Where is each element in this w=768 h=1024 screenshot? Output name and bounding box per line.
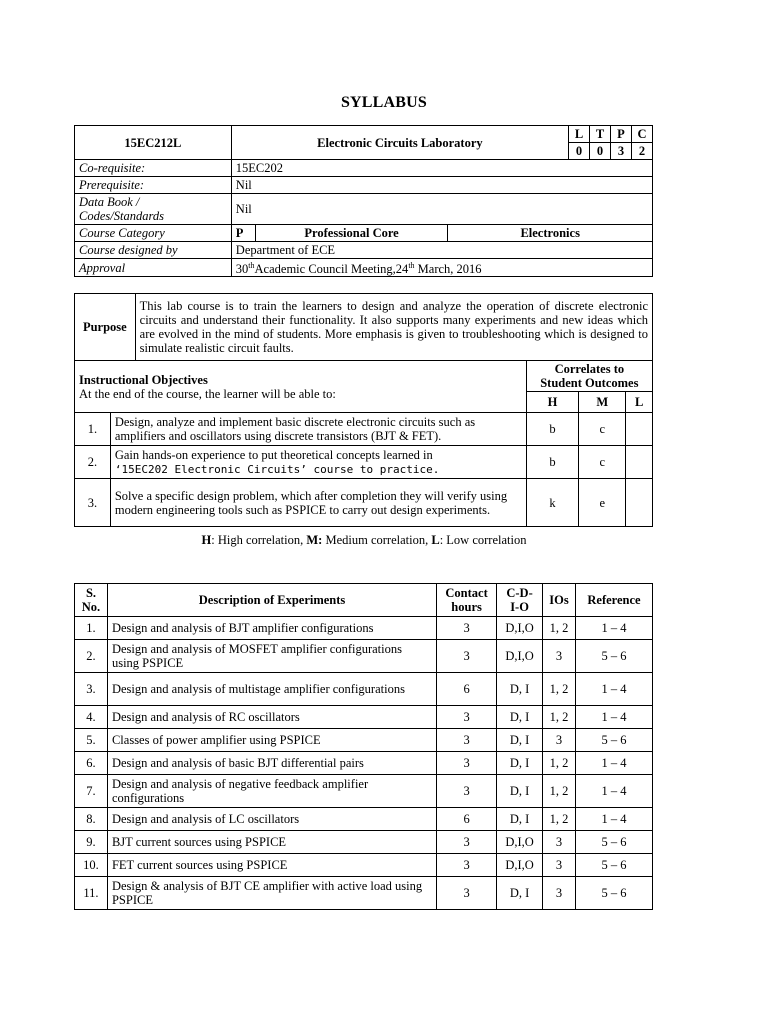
experiment-sno: 8. <box>75 808 108 831</box>
experiment-cdio: D, I <box>497 808 543 831</box>
correlates-heading-line1: Correlates to <box>554 362 625 376</box>
objectives-heading: Instructional Objectives <box>79 372 208 387</box>
databook-label-line1: Data Book / <box>79 195 140 209</box>
experiment-ios: 1, 2 <box>543 752 576 775</box>
experiment-reference: 1 – 4 <box>576 752 653 775</box>
header-sno <box>75 584 108 617</box>
experiment-cdio: D, I <box>497 775 543 808</box>
designed-by-value: Department of ECE <box>231 242 652 259</box>
experiment-hours: 6 <box>437 673 497 706</box>
experiments-header <box>75 584 653 617</box>
experiment-cdio: D, I <box>497 706 543 729</box>
experiments-table <box>74 583 653 910</box>
experiment-description: Classes of power amplifier using PSPICE <box>107 729 436 752</box>
objective-h: b <box>526 446 579 479</box>
ltpc-value-c: 2 <box>631 143 652 160</box>
objective-m: c <box>579 413 626 446</box>
experiment-sno: 6. <box>75 752 108 775</box>
legend-m-key: M: <box>306 533 323 547</box>
experiment-cdio: D,I,O <box>497 640 543 673</box>
experiment-reference: 5 – 6 <box>576 854 653 877</box>
experiment-cdio: D, I <box>497 729 543 752</box>
table-row <box>75 640 653 673</box>
objective-m: c <box>579 446 626 479</box>
prerequisite-label: Prerequisite: <box>75 177 232 194</box>
experiment-sno: 3. <box>75 673 108 706</box>
header-ios: IOs <box>543 584 576 617</box>
experiment-hours: 3 <box>437 729 497 752</box>
experiment-ios: 3 <box>543 831 576 854</box>
corequisite-label: Co-requisite: <box>75 160 232 177</box>
header-hours <box>437 584 497 617</box>
approval-date: March, 2016 <box>414 262 482 277</box>
prerequisite-value: Nil <box>231 177 652 194</box>
experiment-reference: 5 – 6 <box>576 831 653 854</box>
legend-l-text: : Low correlation <box>439 533 527 547</box>
table-row <box>75 808 653 831</box>
experiment-ios: 3 <box>543 729 576 752</box>
experiment-sno: 11. <box>75 877 108 910</box>
table-row <box>75 673 653 706</box>
legend-l-key: L <box>431 533 440 547</box>
approval-value <box>231 259 652 277</box>
approval-suffix-1: th <box>248 261 255 270</box>
ltpc-value-t: 0 <box>590 143 611 160</box>
experiments-body <box>75 617 653 910</box>
experiment-hours: 3 <box>437 877 497 910</box>
header-reference: Reference <box>576 584 653 617</box>
header-sno-line1: S. <box>85 586 97 600</box>
objective-h: k <box>526 479 579 527</box>
experiment-sno: 2. <box>75 640 108 673</box>
experiment-hours: 3 <box>437 706 497 729</box>
databook-value: Nil <box>231 194 652 225</box>
approval-suffix-2: th <box>408 261 415 270</box>
experiment-reference: 5 – 6 <box>576 877 653 910</box>
ltpc-header-c: C <box>631 126 652 143</box>
header-cdio-line1: C-D- <box>506 586 533 600</box>
table-row <box>75 877 653 910</box>
experiment-reference: 1 – 4 <box>576 617 653 640</box>
experiment-hours: 3 <box>437 640 497 673</box>
experiment-sno: 9. <box>75 831 108 854</box>
table-row <box>75 617 653 640</box>
col-h: H <box>526 392 579 413</box>
category-label: Course Category <box>75 225 232 242</box>
experiment-hours: 3 <box>437 854 497 877</box>
category-name: Professional Core <box>255 225 448 242</box>
header-hours-line2: hours <box>451 600 482 614</box>
experiment-sno: 5. <box>75 729 108 752</box>
objective-row <box>75 413 653 446</box>
databook-label-line2: Codes/Standards <box>79 209 164 223</box>
objectives-heading-cell <box>75 361 527 413</box>
experiment-ios: 1, 2 <box>543 617 576 640</box>
table-row <box>75 729 653 752</box>
course-code: 15EC212L <box>75 126 232 160</box>
ltpc-header-p: P <box>610 126 631 143</box>
experiment-reference: 5 – 6 <box>576 640 653 673</box>
course-name: Electronic Circuits Laboratory <box>231 126 568 160</box>
ltpc-header-l: L <box>569 126 590 143</box>
approval-day: 30 <box>235 262 249 277</box>
ltpc-header-t: T <box>590 126 611 143</box>
page-title: SYLLABUS <box>340 94 428 111</box>
header-sno-line2: No. <box>81 600 101 614</box>
legend-h-key: H <box>201 533 212 547</box>
experiment-sno: 7. <box>75 775 108 808</box>
experiment-sno: 1. <box>75 617 108 640</box>
table-row <box>75 775 653 808</box>
experiment-sno: 10. <box>75 854 108 877</box>
correlation-legend <box>0 533 728 548</box>
experiment-sno: 4. <box>75 706 108 729</box>
experiment-hours: 3 <box>437 831 497 854</box>
header-cdio-line2: I-O <box>510 600 529 614</box>
ltpc-value-l: 0 <box>569 143 590 160</box>
category-area: Electronics <box>448 225 653 242</box>
experiment-description: Design and analysis of RC oscillators <box>107 706 436 729</box>
objectives-table <box>74 293 653 527</box>
table-row <box>75 854 653 877</box>
experiment-description: Design and analysis of LC oscillators <box>107 808 436 831</box>
course-info-table <box>74 125 653 277</box>
objective-l <box>626 479 653 527</box>
designed-by-label: Course designed by <box>75 242 232 259</box>
experiment-cdio: D,I,O <box>497 617 543 640</box>
experiment-ios: 1, 2 <box>543 673 576 706</box>
ltpc-value-p: 3 <box>610 143 631 160</box>
header-description: Description of Experiments <box>107 584 436 617</box>
experiment-reference: 1 – 4 <box>576 775 653 808</box>
experiment-reference: 1 – 4 <box>576 673 653 706</box>
experiment-description: Design and analysis of MOSFET amplifier configurations using PSPICE <box>107 640 436 673</box>
objective-row <box>75 479 653 527</box>
col-m: M <box>579 392 626 413</box>
objective-l <box>626 413 653 446</box>
databook-label <box>75 194 232 225</box>
correlates-heading-line2: Student Outcomes <box>540 376 639 390</box>
experiment-ios: 1, 2 <box>543 775 576 808</box>
category-code: P <box>231 225 255 242</box>
purpose-text: This lab course is to train the learners to design and analyze the operation of discrete electronic circuits and understand their functionality. It also supports many experiments and new ideas which are evolved in the mind of students. More emphasis is given to troubleshooting which is designed to simulate realistic circuit faults. <box>135 294 652 361</box>
experiment-cdio: D, I <box>497 752 543 775</box>
objective-text-line2: ‘15EC202 Electronic Circuits’ course to practice. <box>114 462 440 476</box>
experiment-hours: 3 <box>437 752 497 775</box>
experiment-description: FET current sources using PSPICE <box>107 854 436 877</box>
header-cdio <box>497 584 543 617</box>
experiment-cdio: D,I,O <box>497 854 543 877</box>
objective-text-line1: Gain hands-on experience to put theoretical concepts learned in <box>114 447 433 462</box>
experiment-hours: 3 <box>437 617 497 640</box>
experiment-ios: 3 <box>543 877 576 910</box>
approval-meeting: Academic Council Meeting,24 <box>254 262 409 277</box>
objective-text: Solve a specific design problem, which after completion they will verify using modern engineering tools such as PSPICE to carry out design experiments. <box>110 479 526 527</box>
approval-label: Approval <box>75 259 232 277</box>
experiment-description: Design and analysis of multistage amplifier configurations <box>107 673 436 706</box>
objective-l <box>626 446 653 479</box>
experiment-description: Design and analysis of basic BJT differential pairs <box>107 752 436 775</box>
objective-m: e <box>579 479 626 527</box>
experiment-reference: 1 – 4 <box>576 808 653 831</box>
experiment-description: Design and analysis of negative feedback amplifier configurations <box>107 775 436 808</box>
corequisite-value: 15EC202 <box>231 160 652 177</box>
experiment-reference: 1 – 4 <box>576 706 653 729</box>
experiment-description: BJT current sources using PSPICE <box>107 831 436 854</box>
header-hours-line1: Contact <box>445 586 488 600</box>
objective-text: Design, analyze and implement basic discrete electronic circuits such as amplifiers and oscillators using discrete transistors (BJT & FET). <box>110 413 526 446</box>
experiment-description: Design & analysis of BJT CE amplifier with active load using PSPICE <box>107 877 436 910</box>
experiment-hours: 3 <box>437 775 497 808</box>
table-row <box>75 752 653 775</box>
experiment-cdio: D,I,O <box>497 831 543 854</box>
experiment-ios: 3 <box>543 854 576 877</box>
objective-text <box>110 446 526 479</box>
objective-row <box>75 446 653 479</box>
experiment-ios: 3 <box>543 640 576 673</box>
table-row <box>75 706 653 729</box>
legend-m-text: Medium correlation, <box>322 533 432 547</box>
objective-num: 2. <box>75 446 111 479</box>
legend-h-text: : High correlation, <box>211 533 307 547</box>
experiment-ios: 1, 2 <box>543 808 576 831</box>
correlates-heading <box>526 361 652 392</box>
experiment-reference: 5 – 6 <box>576 729 653 752</box>
objectives-subheading: At the end of the course, the learner will be able to: <box>79 386 336 401</box>
experiment-cdio: D, I <box>497 673 543 706</box>
experiment-hours: 6 <box>437 808 497 831</box>
purpose-label: Purpose <box>75 294 136 361</box>
table-row <box>75 831 653 854</box>
experiment-description: Design and analysis of BJT amplifier configurations <box>107 617 436 640</box>
objective-num: 3. <box>75 479 111 527</box>
objective-h: b <box>526 413 579 446</box>
col-l: L <box>626 392 653 413</box>
experiment-cdio: D, I <box>497 877 543 910</box>
experiment-ios: 1, 2 <box>543 706 576 729</box>
objective-num: 1. <box>75 413 111 446</box>
